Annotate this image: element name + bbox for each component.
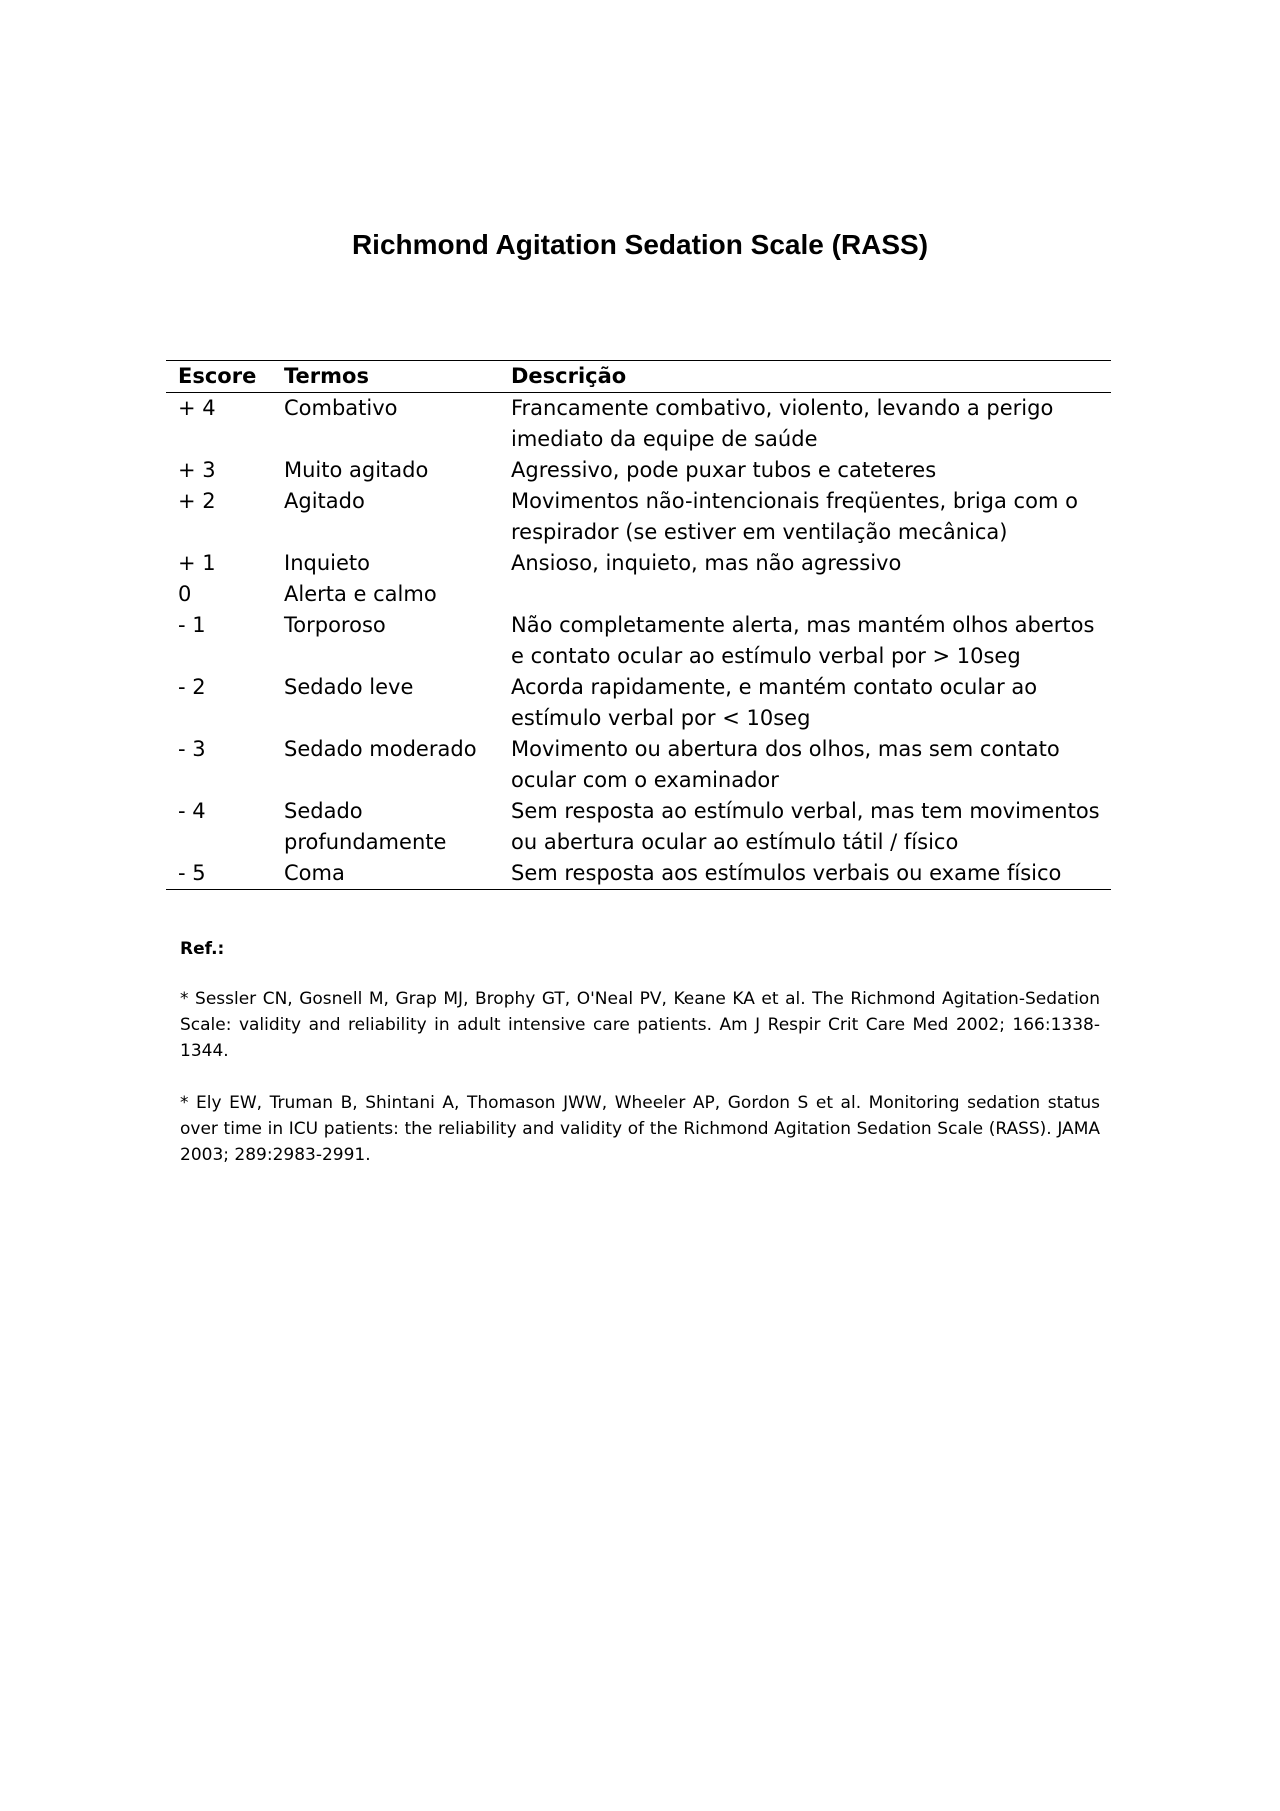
row-score: - 3: [178, 737, 206, 761]
reference-entry: * Ely EW, Truman B, Shintani A, Thomason JWW, Wheeler AP, Gordon S et al. Monitoring sedation status over time in ICU patients: the reliability and validity of the Richmond Agitation Sedation Scale (RASS). JAMA 2003; 289:2983-2991.: [180, 1093, 1100, 1165]
table-row: [166, 548, 1111, 579]
row-term: Agitado: [284, 489, 365, 513]
table-body: [166, 393, 1111, 890]
row-score: 0: [178, 582, 192, 606]
row-term: Sedado moderado: [284, 737, 477, 761]
table-row: [166, 579, 1111, 610]
table-row: [166, 455, 1111, 486]
row-term: Inquieto: [284, 551, 370, 575]
row-description: Ansioso, inquieto, mas não agressivo: [511, 551, 902, 575]
references-label: Ref.:: [180, 939, 225, 959]
row-description: Sem resposta aos estímulos verbais ou exame físico: [511, 861, 1062, 885]
row-description: Sem resposta ao estímulo verbal, mas tem movimentos ou abertura ocular ao estímulo tátil / físico: [511, 799, 1100, 854]
table-row: [166, 393, 1111, 456]
header-term: Termos: [284, 364, 369, 388]
header-description: Descrição: [511, 364, 627, 388]
row-term: Alerta e calmo: [284, 582, 437, 606]
row-description: Acorda rapidamente, e mantém contato ocular ao estímulo verbal por < 10seg: [511, 675, 1038, 730]
table-header: [166, 361, 1111, 393]
table-row: [166, 858, 1111, 890]
row-score: + 3: [178, 458, 216, 482]
row-score: - 2: [178, 675, 206, 699]
page-title: Richmond Agitation Sedation Scale (RASS): [351, 229, 929, 260]
header-row: [166, 361, 1111, 393]
row-description: Movimentos não-intencionais freqüentes, briga com o respirador (se estiver em ventilação mecânica): [511, 489, 1078, 544]
row-description: Agressivo, pode puxar tubos e cateteres: [511, 458, 937, 482]
reference-entry: * Sessler CN, Gosnell M, Grap MJ, Brophy GT, O'Neal PV, Keane KA et al. The Richmond Agitation-Sedation Scale: validity and reliability in adult intensive care patients. Am J Respir Crit Care Med 2002; 166:1338-1344.: [180, 989, 1100, 1061]
row-term: Muito agitado: [284, 458, 429, 482]
rass-table: [166, 360, 1111, 890]
row-score: - 1: [178, 613, 206, 637]
row-description: Movimento ou abertura dos olhos, mas sem contato ocular com o examinador: [511, 737, 1060, 792]
table-row: [166, 610, 1111, 672]
row-score: - 4: [178, 799, 206, 823]
row-score: - 5: [178, 861, 206, 885]
row-score: + 4: [178, 396, 216, 420]
table-row: [166, 672, 1111, 734]
row-description: Francamente combativo, violento, levando a perigo imediato da equipe de saúde: [511, 396, 1054, 451]
references: [180, 936, 1100, 1194]
row-term: Coma: [284, 861, 345, 885]
row-term: Sedado leve: [284, 675, 414, 699]
row-score: + 2: [178, 489, 216, 513]
row-description: [511, 579, 1111, 610]
table-row: [166, 486, 1111, 548]
table-row: [166, 734, 1111, 796]
table-row: [166, 796, 1111, 858]
row-score: + 1: [178, 551, 216, 575]
header-score: Escore: [178, 364, 257, 388]
row-term: Combativo: [284, 396, 398, 420]
row-term: Sedado profundamente: [284, 799, 447, 854]
row-description: Não completamente alerta, mas mantém olhos abertos e contato ocular ao estímulo verbal por > 10seg: [511, 613, 1095, 668]
row-term: Torporoso: [284, 613, 386, 637]
